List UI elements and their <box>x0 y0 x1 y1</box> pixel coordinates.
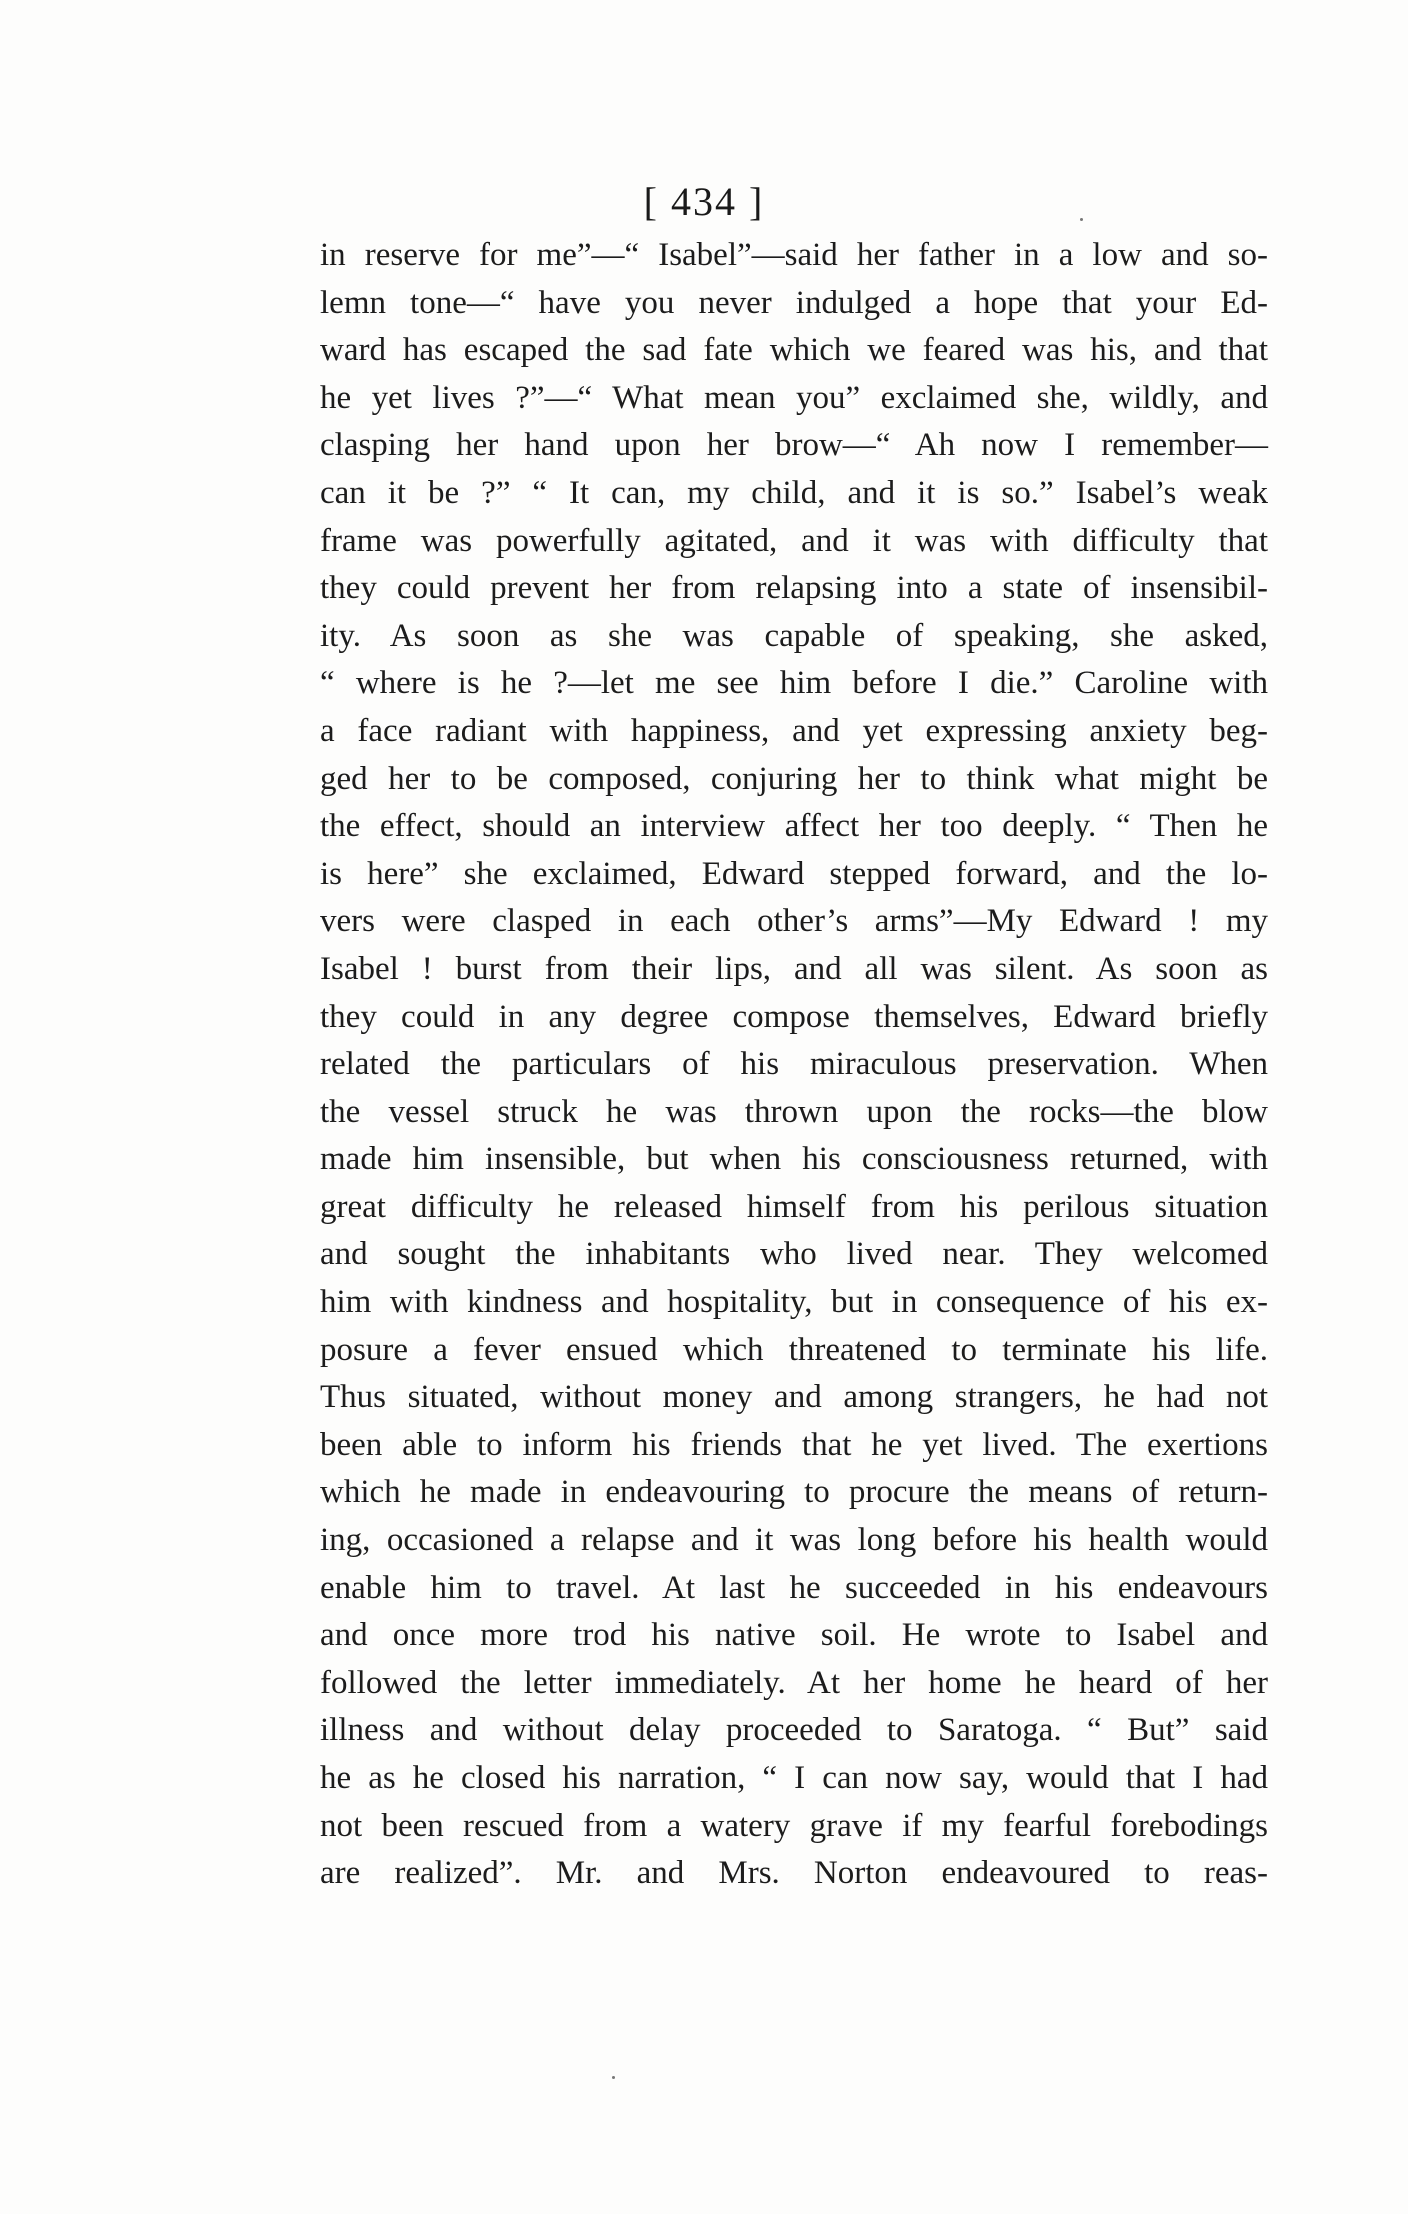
text-line: enable him to travel. At last he succeeded in his endeavours <box>320 1569 1268 1606</box>
text-line: illness and without delay proceeded to Saratoga. “ But” said <box>320 1712 1268 1749</box>
text-line: the effect, should an interview affect her too deeply. “ Then he <box>320 808 1268 845</box>
text-line: not been rescued from a watery grave if my fearful forebodings <box>320 1807 1268 1844</box>
text-line: ity. As soon as she was capable of speaking, she asked, <box>320 617 1268 654</box>
text-line: frame was powerfully agitated, and it was with difficulty that <box>320 522 1268 559</box>
text-line: clasping her hand upon her brow—“ Ah now I remember— <box>320 427 1268 464</box>
text-line: ged her to be composed, conjuring her to think what might be <box>320 760 1268 797</box>
text-line: he yet lives ?”—“ What mean you” exclaimed she, wildly, and <box>320 379 1268 416</box>
text-line: he as he closed his narration, “ I can now say, would that I had <box>320 1760 1268 1796</box>
text-line: in reserve for me”—“ Isabel”—said her father in a low and so- <box>320 237 1268 273</box>
text-line: they could in any degree compose themselves, Edward briefly <box>320 998 1268 1035</box>
text-line: followed the letter immediately. At her home he heard of her <box>320 1664 1268 1701</box>
text-line: Thus situated, without money and among strangers, he had not <box>320 1379 1268 1416</box>
text-line: made him insensible, but when his consciousness returned, with <box>320 1141 1268 1178</box>
text-line: great difficulty he released himself from his perilous situation <box>320 1188 1268 1225</box>
text-line: is here” she exclaimed, Edward stepped forward, and the lo- <box>320 855 1268 892</box>
text-line: vers were clasped in each other’s arms”—My Edward ! my <box>320 903 1268 940</box>
text-line: ing, occasioned a relapse and it was long before his health would <box>320 1522 1268 1559</box>
text-line: the vessel struck he was thrown upon the rocks—the blow <box>320 1093 1268 1130</box>
text-line: ward has escaped the sad fate which we feared was his, and that <box>320 332 1268 369</box>
text-line: and sought the inhabitants who lived near. They welcomed <box>320 1236 1268 1273</box>
ink-speck <box>1080 218 1083 221</box>
text-line: Isabel ! burst from their lips, and all was silent. As soon as <box>320 950 1268 987</box>
text-line: are realized”. Mr. and Mrs. Norton endeavoured to reas- <box>320 1855 1268 1892</box>
text-line: they could prevent her from relapsing into a state of insensibil- <box>320 570 1268 607</box>
ink-speck <box>612 2076 615 2079</box>
text-line: posure a fever ensued which threatened to terminate his life. <box>320 1331 1268 1368</box>
body-text <box>320 232 1268 1898</box>
text-line: “ where is he ?—let me see him before I die.” Caroline with <box>320 665 1268 702</box>
text-line: which he made in endeavouring to procure the means of return- <box>320 1474 1268 1511</box>
text-line: lemn tone—“ have you never indulged a hope that your Ed- <box>320 284 1268 321</box>
text-line: him with kindness and hospitality, but in consequence of his ex- <box>320 1284 1268 1321</box>
text-line: and once more trod his native soil. He wrote to Isabel and <box>320 1617 1268 1654</box>
text-line: related the particulars of his miraculous preservation. When <box>320 1046 1268 1083</box>
text-line: been able to inform his friends that he yet lived. The exertions <box>320 1426 1268 1463</box>
page-number: [ 434 ] <box>643 179 765 224</box>
text-line: can it be ?” “ It can, my child, and it is so.” Isabel’s weak <box>320 474 1268 511</box>
text-line: a face radiant with happiness, and yet expressing anxiety beg- <box>320 712 1268 749</box>
